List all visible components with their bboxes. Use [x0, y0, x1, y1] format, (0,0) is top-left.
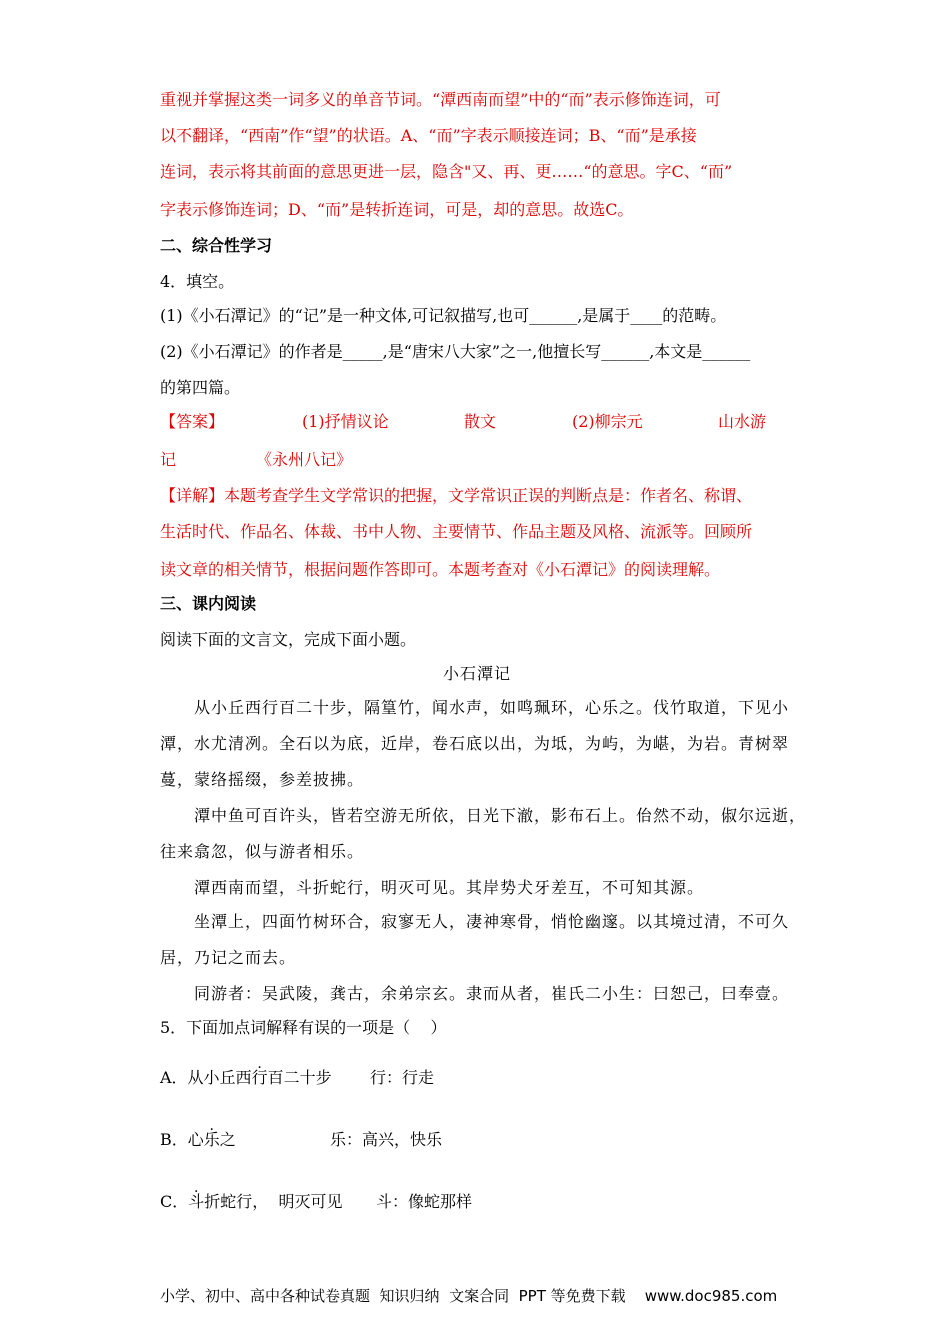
passage-line: 从小丘西行百二十步，隔篁竹，闻水声，如鸣珮环，心乐之。伐竹取道，下见小 [194, 698, 790, 717]
detail-text: 本题考查学生文学常识的把握，文学常识正误的判断点是：作者名、称谓、 [224, 486, 753, 505]
passage-line: 潭西南而望，斗折蛇行，明灭可见。其岸势犬牙差互，不可知其源。 [194, 878, 705, 897]
question-line: (1)《小石潭记》的“记”是一种文体,可记叙描写,也可______,是属于____的范畴。 [160, 306, 727, 325]
option-c-gloss: 斗：像蛇那样 [376, 1192, 473, 1211]
passage-line: 往来翕忽，似与游者相乐。 [160, 842, 365, 861]
section-heading: 三、课内阅读 [160, 594, 257, 613]
option-a-gloss: 行：行走 [370, 1068, 435, 1087]
detail-label: 【详解】 [160, 486, 225, 505]
detail-line [160, 486, 752, 506]
option-a: A．从小丘西行百二十步 [160, 1068, 332, 1087]
passage-line: 坐潭上，四面竹树环合，寂寥无人，凄神寒骨，悄怆幽邃。以其境过清，不可久 [194, 912, 790, 931]
answer-item: 散文 [464, 412, 497, 431]
question-line: (2)《小石潭记》的作者是_____,是“唐宋八大家”之一,他擅长写______,本文是______ [160, 342, 751, 361]
answer-item: 《永州八记》 [256, 450, 353, 469]
explanation-line: 以不翻译，“西南”作“望”的状语。A、“而”字表示顺接连词；B、“而”是承接 [160, 126, 697, 145]
question-stem: 4．填空。 [160, 272, 235, 291]
passage-title: 小石潭记 [443, 664, 512, 683]
passage-line: 同游者：吴武陵，龚古，余弟宗玄。隶而从者，崔氏二小生：曰恕己，曰奉壹。 [194, 984, 790, 1003]
answer-item: 记 [160, 450, 177, 469]
page-footer: 小学、初中、高中各种试卷真题 知识归纳 文案合同 PPT 等免费下载 www.doc985.com [160, 1287, 778, 1305]
question-stem: 5．下面加点词解释有误的一项是（ ） [160, 1018, 447, 1037]
dotted-word: 乐 [203, 1130, 220, 1149]
section-heading: 二、综合性学习 [160, 236, 273, 255]
detail-line: 读文章的相关情节，根据问题作答即可。本题考查对《小石潭记》的阅读理解。 [160, 560, 721, 579]
answer-item: (1)抒情议论 [302, 412, 389, 431]
detail-line: 生活时代、作品名、体裁、书中人物、主要情节、作品主题及风格、流派等。回顾所 [160, 522, 753, 541]
reading-intro: 阅读下面的文言文，完成下面小题。 [160, 630, 417, 649]
option-b: B．心乐之 [160, 1130, 236, 1149]
passage-line: 居，乃记之而去。 [160, 948, 297, 967]
passage-line: 潭，水尤清冽。全石以为底，近岸，卷石底以出，为坻，为屿，为嵁，为岩。青树翠 [160, 734, 790, 753]
dotted-word: 斗 [188, 1192, 205, 1211]
explanation-line: 字表示修饰连词；D、“而”是转折连词，可是，却的意思。故选C。 [160, 200, 634, 219]
answer-item: (2)柳宗元 [572, 412, 643, 431]
answer-label: 【答案】 [160, 412, 225, 431]
dotted-word: 行 [251, 1068, 268, 1087]
explanation-line: 连词，表示将其前面的意思更进一层，隐含"又、再、更……“的意思。字C、“而” [160, 162, 733, 181]
passage-line: 潭中鱼可百许头，皆若空游无所依，日光下澈，影布石上。佁然不动，俶尔远逝， [194, 806, 807, 825]
explanation-line: 重视并掌握这类一词多义的单音节词。“潭西南而望”中的“而”表示修饰连词，可 [160, 90, 721, 109]
question-line: 的第四篇。 [160, 378, 241, 397]
answer-item: 山水游 [718, 412, 767, 431]
option-b-gloss: 乐：高兴，快乐 [330, 1130, 443, 1149]
passage-line: 蔓，蒙络摇缀，参差披拂。 [160, 770, 365, 789]
option-c: C．斗折蛇行， 明灭可见 [160, 1192, 343, 1211]
